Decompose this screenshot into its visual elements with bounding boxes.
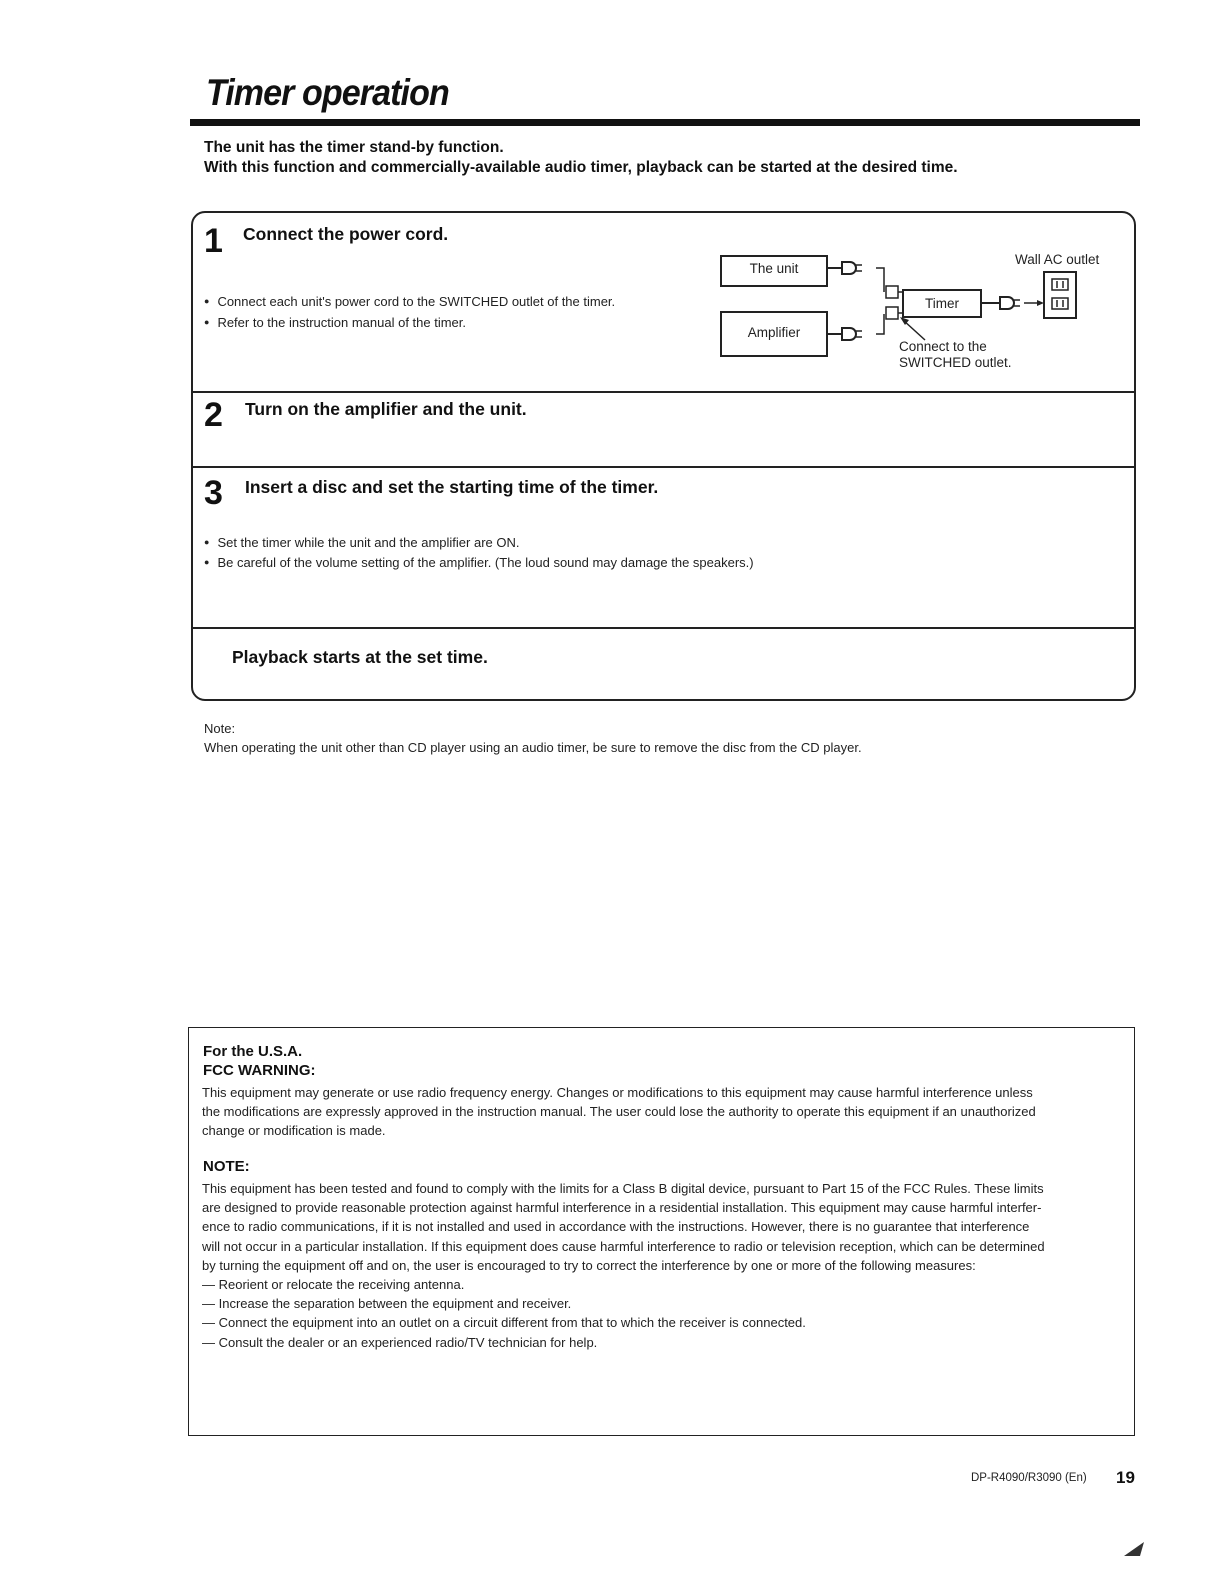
intro-line-2: With this function and commercially-available audio timer, playback can be started at the desired time. [204, 159, 958, 176]
fcc-note-line: ence to radio communications, if it is not installed and used in accordance with the instructions. However, there is no guarantee that interference [202, 1219, 1030, 1235]
page-title: Timer operation [206, 72, 449, 113]
switched-outlet-icon [886, 307, 898, 319]
corner-mark-icon [1122, 1538, 1148, 1560]
switched-label-line-2: SWITCHED outlet. [899, 355, 1012, 370]
switched-label-line-1: Connect to the [899, 339, 987, 354]
fcc-warning-heading: FCC WARNING: [203, 1062, 316, 1079]
step-1-number: 1 [204, 222, 223, 260]
fcc-note-heading: NOTE: [203, 1158, 250, 1175]
step-divider-3 [193, 627, 1134, 629]
amplifier-plug-icon [842, 328, 856, 340]
title-rule [190, 119, 1140, 126]
note-label: Note: [204, 721, 236, 736]
page-number: 19 [1116, 1468, 1135, 1487]
fcc-note-text [202, 1179, 1127, 1352]
unit-label: The unit [749, 261, 799, 276]
step-divider-1 [193, 391, 1134, 393]
footer-model: DP-R4090/R3090 (En) [971, 1472, 1087, 1484]
fcc-measure-item: — Increase the separation between the equipment and receiver. [202, 1296, 572, 1312]
fcc-note-line: This equipment has been tested and found to comply with the limits for a Class B digital device, pursuant to Part 15 of the FCC Rules. These limits [202, 1181, 1044, 1196]
step-3-number: 3 [204, 474, 223, 512]
fcc-measure-item: — Connect the equipment into an outlet on a circuit different from that to which the receiver is connected. [202, 1315, 806, 1331]
fcc-note-line: by turning the equipment off and on, the user is encouraged to try to correct the interference by one or more of the following measures: [202, 1257, 976, 1273]
fcc-measure-item: — Consult the dealer or an experienced radio/TV technician for help. [202, 1334, 598, 1350]
fcc-warning-line: change or modification is made. [202, 1123, 386, 1139]
fcc-warning-line: the modifications are expressly approved in the instruction manual. The user could lose the authority to operate this equipment if an unauthorized [202, 1104, 1036, 1120]
step-divider-2 [193, 466, 1134, 468]
final-step-text: Playback starts at the set time. [232, 647, 488, 667]
fcc-measure-item: — Reorient or relocate the receiving antenna. [202, 1277, 465, 1293]
fcc-warning-text [202, 1083, 1127, 1141]
timer-plug-icon [1000, 297, 1014, 309]
timer-label: Timer [925, 296, 959, 311]
step-3-title: Insert a disc and set the starting time of the timer. [245, 477, 659, 497]
fcc-region-heading: For the U.S.A. [203, 1043, 303, 1060]
wall-outlet-label: Wall AC outlet [1015, 252, 1100, 267]
fcc-note-line: are designed to provide reasonable protection against harmful interference in a residential installation. This equipment may cause harmful interfer- [202, 1200, 1042, 1216]
fcc-warning-line: This equipment may generate or use radio frequency energy. Changes or modifications to this equipment may cause harmful interference unless [202, 1085, 1033, 1100]
intro-line-1: The unit has the timer stand-by function. [204, 139, 504, 156]
amplifier-label: Amplifier [747, 325, 801, 340]
step-3-bullet-1: ● Set the timer while the unit and the amplifier are ON. [204, 535, 519, 550]
note-text: When operating the unit other than CD player using an audio timer, be sure to remove the disc from the CD player. [204, 740, 862, 755]
switched-outlet-icon [886, 286, 898, 298]
unit-plug-icon [842, 262, 856, 274]
fcc-note-line: will not occur in a particular installation. If this equipment does cause harmful interference to radio or television reception, which can be determined [202, 1238, 1045, 1254]
step-2-number: 2 [204, 396, 223, 434]
step-1-title: Connect the power cord. [243, 224, 449, 244]
step-1-bullet-2: ● Refer to the instruction manual of the timer. [204, 315, 466, 330]
step-2-title: Turn on the amplifier and the unit. [245, 399, 527, 419]
step-1-bullet-1: ● Connect each unit's power cord to the SWITCHED outlet of the timer. [204, 294, 615, 309]
step-3-bullet-2: ● Be careful of the volume setting of the amplifier. (The loud sound may damage the speakers.) [204, 555, 754, 570]
